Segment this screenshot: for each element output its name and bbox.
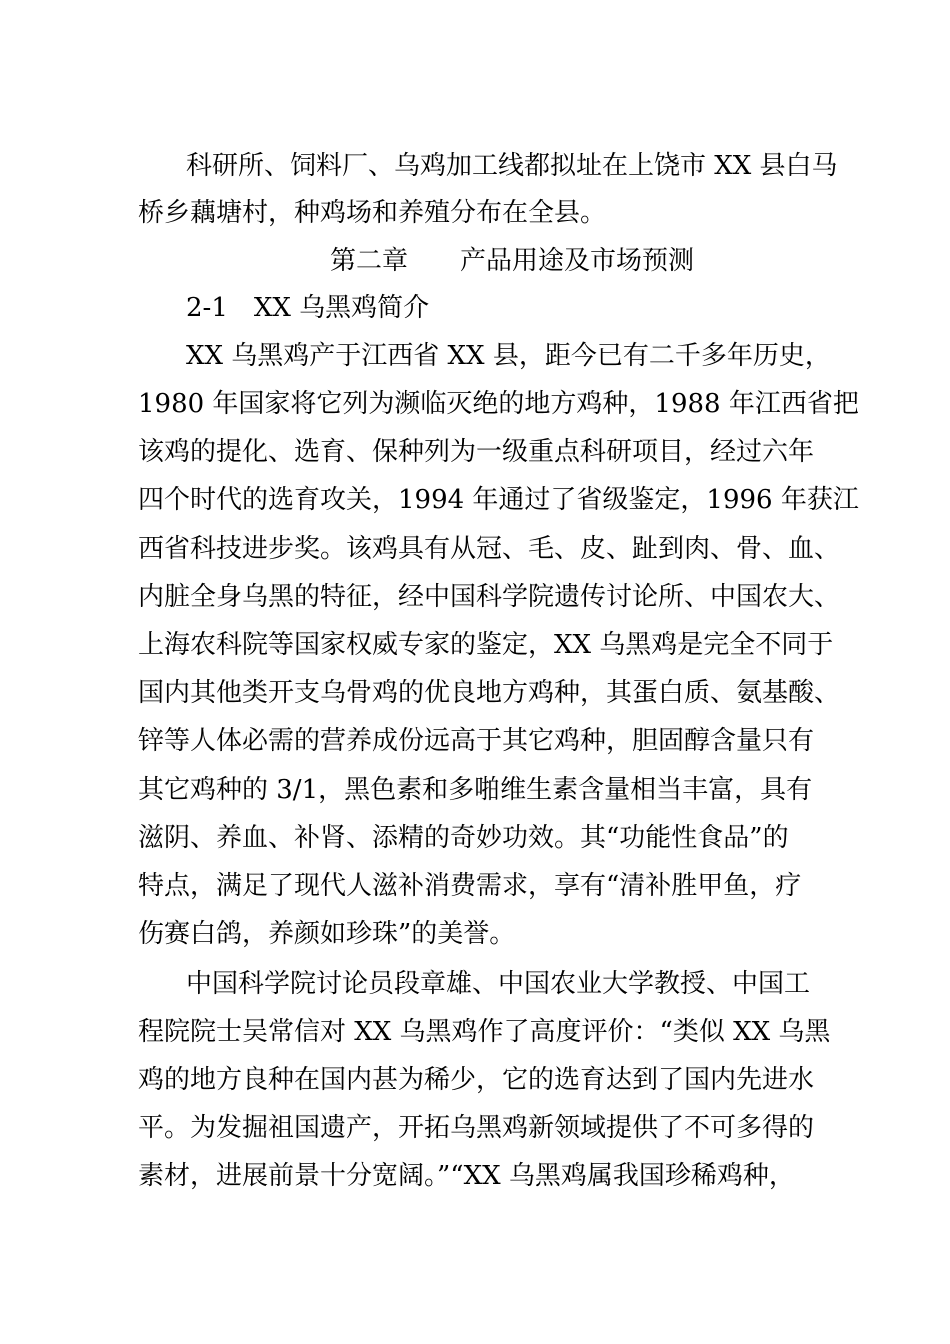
text-line: 该鸡的提化、选育、保种列为一级重点科研项目，经过六年: [138, 437, 815, 467]
text-line: 内脏全身乌黑的特征，经中国科学院遗传讨论所、中国农大、: [138, 582, 841, 612]
text-line: 国内其他类开支乌骨鸡的优良地方鸡种，其蛋白质、氨基酸、: [138, 678, 841, 708]
text-line: XX 乌黑鸡产于江西省 XX 县，距今已有二千多年历史，: [186, 341, 831, 371]
section-heading: 2-1 XX 乌黑鸡简介: [186, 293, 430, 323]
text-line: 西省科技进步奖。该鸡具有从冠、毛、皮、趾到肉、骨、血、: [138, 534, 841, 564]
text-line: 锌等人体必需的营养成份远高于其它鸡种，胆固醇含量只有: [138, 726, 815, 756]
text-line: 科研所、饲料厂、乌鸡加工线都拟址在上饶市 XX 县白马: [186, 151, 838, 181]
text-line: 1980 年国家将它列为濒临灭绝的地方鸡种，1988 年江西省把: [138, 389, 859, 419]
text-line: 其它鸡种的 3/1，黑色素和多啪维生素含量相当丰富，具有: [138, 775, 813, 805]
text-line: 特点，满足了现代人滋补消费需求，享有“清补胜甲鱼，疗: [138, 871, 802, 901]
text-line: 程院院士吴常信对 XX 乌黑鸡作了高度评价：“类似 XX 乌黑: [138, 1017, 831, 1047]
text-line: 桥乡藕塘村，种鸡场和养殖分布在全县。: [138, 198, 607, 228]
chapter-heading: 第二章 产品用途及市场预测: [330, 246, 695, 276]
text-line: 中国科学院讨论员段章雄、中国农业大学教授、中国工: [186, 969, 811, 999]
text-line: 平。为发掘祖国遗产，开拓乌黑鸡新领域提供了不可多得的: [138, 1113, 815, 1143]
text-line: 素材，进展前景十分宽阔。”“XX 乌黑鸡属我国珍稀鸡种，: [138, 1161, 795, 1191]
text-line: 上海农科院等国家权威专家的鉴定，XX 乌黑鸡是完全不同于: [138, 630, 834, 660]
text-line: 四个时代的选育攻关，1994 年通过了省级鉴定，1996 年获江: [138, 485, 859, 515]
text-line: 滋阴、养血、补肾、添精的奇妙功效。其“功能性食品”的: [138, 823, 789, 853]
text-line: 鸡的地方良种在国内甚为稀少，它的选育达到了国内先进水: [138, 1065, 815, 1095]
text-line: 伤赛白鸽，养颜如珍珠”的美誉。: [138, 919, 516, 949]
